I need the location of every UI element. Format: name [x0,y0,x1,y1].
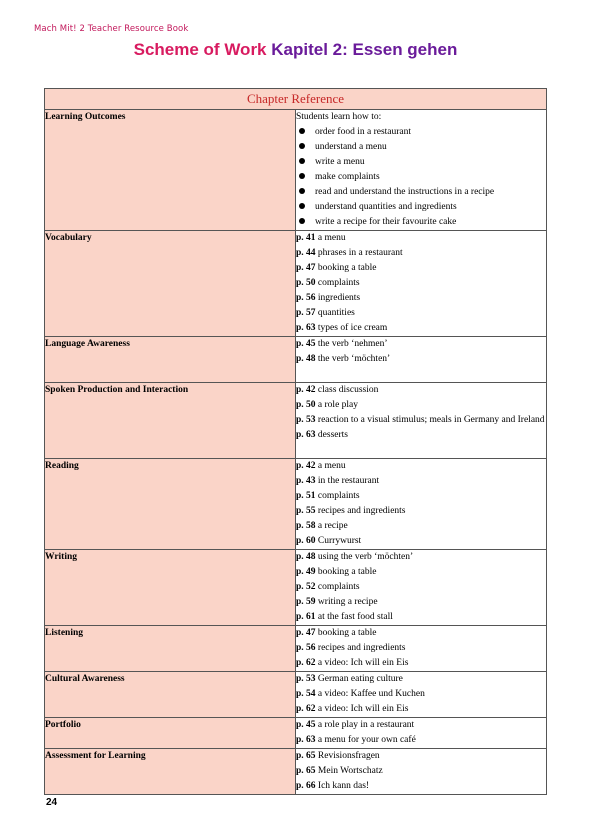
page-reference [296,565,546,580]
learning-outcomes-intro: Students learn how to: [296,112,382,122]
page-number-ref: p. 44 [296,248,316,258]
page-reference [296,504,546,519]
bullet-item [296,200,546,215]
page-reference-text: a recipe [315,521,348,531]
page-reference [296,626,546,641]
row-content [296,383,547,459]
page-number-ref: p. 61 [296,612,316,622]
bullet-item [296,140,546,155]
page-reference [296,672,546,687]
row-content [296,337,547,383]
page-reference-text: a video: Kaffee und Kuchen [315,689,425,699]
page-reference-text: class discussion [315,385,379,395]
page-number-ref: p. 65 [296,766,316,776]
page-number-ref: p. 56 [296,643,316,653]
page-reference-text: in the restaurant [315,476,380,486]
bullet-item [296,170,546,185]
table-row [45,231,547,337]
row-label: Writing [45,550,296,626]
page-reference [296,580,546,595]
page-number-ref: p. 47 [296,263,316,273]
page-reference [296,246,546,261]
row-label: Cultural Awareness [45,672,296,718]
bullet-text: write a recipe for their favourite cake [315,217,457,227]
page-reference-text: Mein Wortschatz [315,766,383,776]
page-reference [296,428,546,443]
page-number-ref: p. 63 [296,735,316,745]
table-row [45,749,547,795]
page-reference-text: a video: Ich will ein Eis [315,658,409,668]
bullet-text: write a menu [315,157,365,167]
page-reference-text: complaints [315,582,360,592]
page-reference [296,413,546,428]
table-row [45,459,547,550]
page-number-ref: p. 43 [296,476,316,486]
row-content [296,672,547,718]
page-number-ref: p. 56 [296,293,316,303]
page-number-ref: p. 62 [296,704,316,714]
row-label: Assessment for Learning [45,749,296,795]
blank-line [296,367,546,382]
page-reference [296,276,546,291]
page-reference [296,687,546,702]
page-number-ref: p. 62 [296,658,316,668]
page-number-ref: p. 41 [296,233,316,243]
row-content [296,550,547,626]
bullet-text: read and understand the instructions in a recipe [315,187,495,197]
page-reference-text: a role play in a restaurant [315,720,415,730]
page-number-ref: p. 49 [296,567,316,577]
page-reference [296,702,546,717]
page-number-ref: p. 42 [296,385,316,395]
bullet-item [296,155,546,170]
bullet-icon [299,158,305,164]
page-reference-text: booking a table [315,567,377,577]
page-reference-text: using the verb ‘möchten’ [315,552,414,562]
page-reference-text: Currywurst [315,536,362,546]
page-number-ref: p. 59 [296,597,316,607]
table-body [45,110,547,795]
bullet-text: understand a menu [315,142,387,152]
page-reference [296,474,546,489]
page-number-ref: p. 54 [296,689,316,699]
page-reference [296,550,546,565]
row-content [296,626,547,672]
bullet-icon [299,143,305,149]
page-number-ref: p. 48 [296,552,316,562]
row-label: Learning Outcomes [45,110,296,231]
page-reference-text: phrases in a restaurant [315,248,403,258]
page-reference-text: desserts [315,430,348,440]
page-reference-text: complaints [315,278,360,288]
page-number-ref: p. 65 [296,751,316,761]
page-reference [296,321,546,336]
page-reference-text: complaints [315,491,360,501]
page-reference-text: the verb ‘nehmen’ [315,339,388,349]
table-row [45,550,547,626]
page-reference-text: writing a recipe [315,597,378,607]
page-number-ref: p. 47 [296,628,316,638]
blank-line [296,443,546,458]
page-reference [296,519,546,534]
page-number-ref: p. 53 [296,674,316,684]
page-number-ref: p. 60 [296,536,316,546]
book-header-tag: Mach Mit! 2 Teacher Resource Book [34,24,189,34]
page-number-ref: p. 45 [296,339,316,349]
page-reference [296,459,546,474]
page-number-ref: p. 63 [296,323,316,333]
page-reference-text: Revisionsfragen [315,751,380,761]
page-number-ref: p. 55 [296,506,316,516]
table-row [45,383,547,459]
page-reference-text: booking a table [315,628,377,638]
bullet-text: order food in a restaurant [315,127,412,137]
page-reference-text: recipes and ingredients [315,643,406,653]
page-number-ref: p. 52 [296,582,316,592]
table-row [45,110,547,231]
bullet-icon [299,203,305,209]
page-number: 24 [46,797,58,808]
scheme-of-work-table [44,88,547,795]
page-number-ref: p. 50 [296,278,316,288]
page-reference-text: recipes and ingredients [315,506,406,516]
page-number-ref: p. 42 [296,461,316,471]
page-reference-text: a menu [315,233,346,243]
row-content [296,110,547,231]
page-title [0,40,591,60]
page-reference-text: quantities [315,308,355,318]
page-reference-text: types of ice cream [315,323,388,333]
bullet-icon [299,218,305,224]
row-content [296,231,547,337]
bullet-icon [299,188,305,194]
page-reference-text: Ich kann das! [315,781,370,791]
bullet-item [296,215,546,230]
page-reference [296,610,546,625]
table-row [45,337,547,383]
page-reference [296,641,546,656]
page-reference [296,383,546,398]
row-content [296,749,547,795]
bullet-icon [299,173,305,179]
row-label: Language Awareness [45,337,296,383]
page-reference-text: booking a table [315,263,377,273]
page-reference-text: a menu for your own café [315,735,416,745]
title-scheme-of-work: Scheme of Work [133,40,272,59]
row-label: Listening [45,626,296,672]
row-label: Vocabulary [45,231,296,337]
page-number-ref: p. 53 [296,415,316,425]
page-reference [296,261,546,276]
row-content [296,459,547,550]
chapter-reference-heading: Chapter Reference [45,89,547,110]
page-reference-text: German eating culture [315,674,403,684]
page-number-ref: p. 66 [296,781,316,791]
page-reference [296,534,546,549]
row-label: Portfolio [45,718,296,749]
page-reference [296,352,546,367]
page-number-ref: p. 57 [296,308,316,318]
page-reference [296,306,546,321]
bullet-icon [299,128,305,134]
page-reference [296,595,546,610]
page-reference [296,749,546,764]
bullet-item [296,125,546,140]
table-row [45,718,547,749]
page-number-ref: p. 58 [296,521,316,531]
chapter-reference-row [45,89,547,110]
row-label: Reading [45,459,296,550]
page-reference-text: a video: Ich will ein Eis [315,704,409,714]
page-reference [296,764,546,779]
page-reference-text: a menu [315,461,346,471]
page-reference [296,231,546,246]
page-reference [296,337,546,352]
page-reference [296,733,546,748]
page-number-ref: p. 63 [296,430,316,440]
page-number-ref: p. 45 [296,720,316,730]
page-reference-text: a role play [315,400,359,410]
bullet-text: understand quantities and ingredients [315,202,457,212]
page-reference-text: ingredients [315,293,361,303]
table-row [45,626,547,672]
bullet-text: make complaints [315,172,380,182]
page-reference [296,779,546,794]
page-reference-text: at the fast food stall [315,612,393,622]
page-reference [296,656,546,671]
page-number-ref: p. 50 [296,400,316,410]
page-reference-text: the verb ‘möchten’ [315,354,391,364]
title-chapter: Kapitel 2: Essen gehen [271,40,458,59]
row-content [296,718,547,749]
page-reference-text: reaction to a visual stimulus; meals in Germany and Ireland [315,415,545,425]
table-row [45,672,547,718]
page-reference [296,398,546,413]
page-number-ref: p. 51 [296,491,316,501]
page-number-ref: p. 48 [296,354,316,364]
row-label: Spoken Production and Interaction [45,383,296,459]
page-reference [296,489,546,504]
bullet-item [296,185,546,200]
page-reference [296,718,546,733]
page-reference [296,291,546,306]
